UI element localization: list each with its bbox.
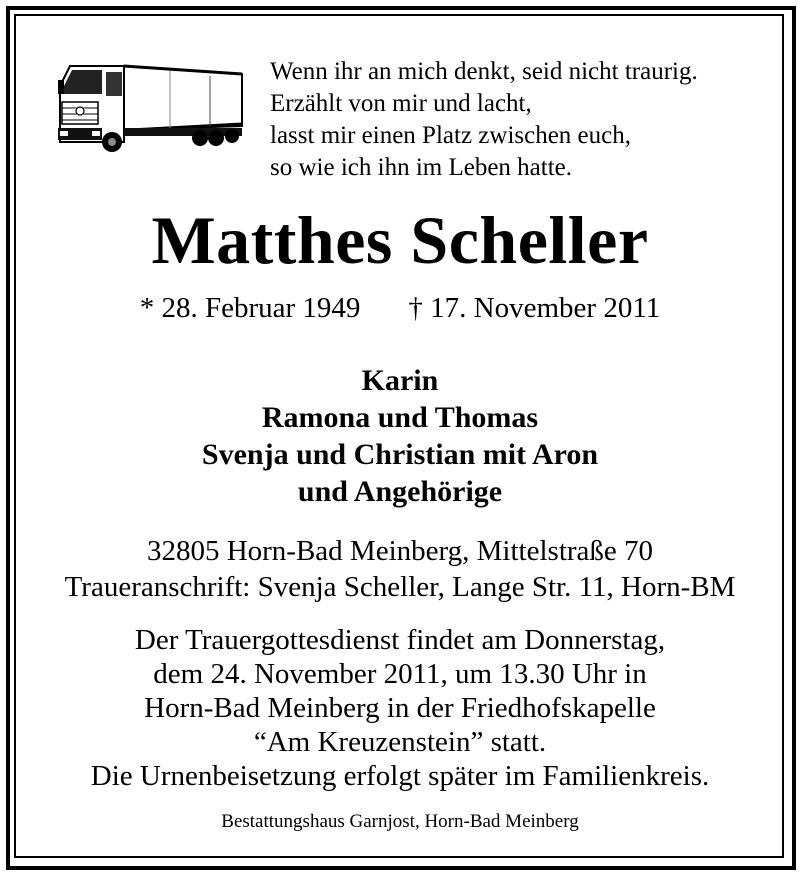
funeral-home: Bestattungshaus Garnjost, Horn-Bad Meinberg	[221, 811, 579, 832]
family-line: Svenja und Christian mit Aron	[201, 438, 599, 471]
deceased-name: Matthes Scheller	[151, 202, 649, 278]
address-line: 32805 Horn-Bad Meinberg, Mittelstraße 70	[146, 535, 654, 567]
poem-line: Erzählt von mir und lacht,	[270, 90, 532, 117]
service-line: “Am Kreuzenstein” statt.	[253, 726, 547, 758]
address-line: Traueranschrift: Svenja Scheller, Lange Str. 11, Horn-BM	[64, 571, 736, 603]
death-date: † 17. November 2011	[408, 292, 661, 324]
family-line: Ramona und Thomas	[261, 401, 539, 434]
service-line: Der Trauergottesdienst findet am Donnerstag,	[134, 624, 666, 656]
service-line: Die Urnenbeisetzung erfolgt später im Familienkreis.	[90, 760, 710, 792]
poem-line: Wenn ihr an mich denkt, seid nicht traurig.	[270, 58, 698, 85]
truck-icon	[50, 56, 246, 156]
poem-line: lasst mir einen Platz zwischen euch,	[270, 122, 631, 149]
family-line: Karin	[361, 364, 439, 397]
birth-date: * 28. Februar 1949	[139, 292, 361, 324]
address-block	[0, 533, 800, 605]
poem	[270, 56, 770, 184]
family-line: und Angehörige	[297, 475, 503, 508]
service-line: dem 24. November 2011, um 13.30 Uhr in	[153, 658, 647, 690]
family-list	[0, 362, 800, 510]
life-dates	[0, 290, 800, 326]
poem-line: so wie ich ihn im Leben hatte.	[270, 154, 573, 181]
service-info	[0, 623, 800, 793]
service-line: Horn-Bad Meinberg in der Friedhofskapelle	[144, 692, 656, 724]
